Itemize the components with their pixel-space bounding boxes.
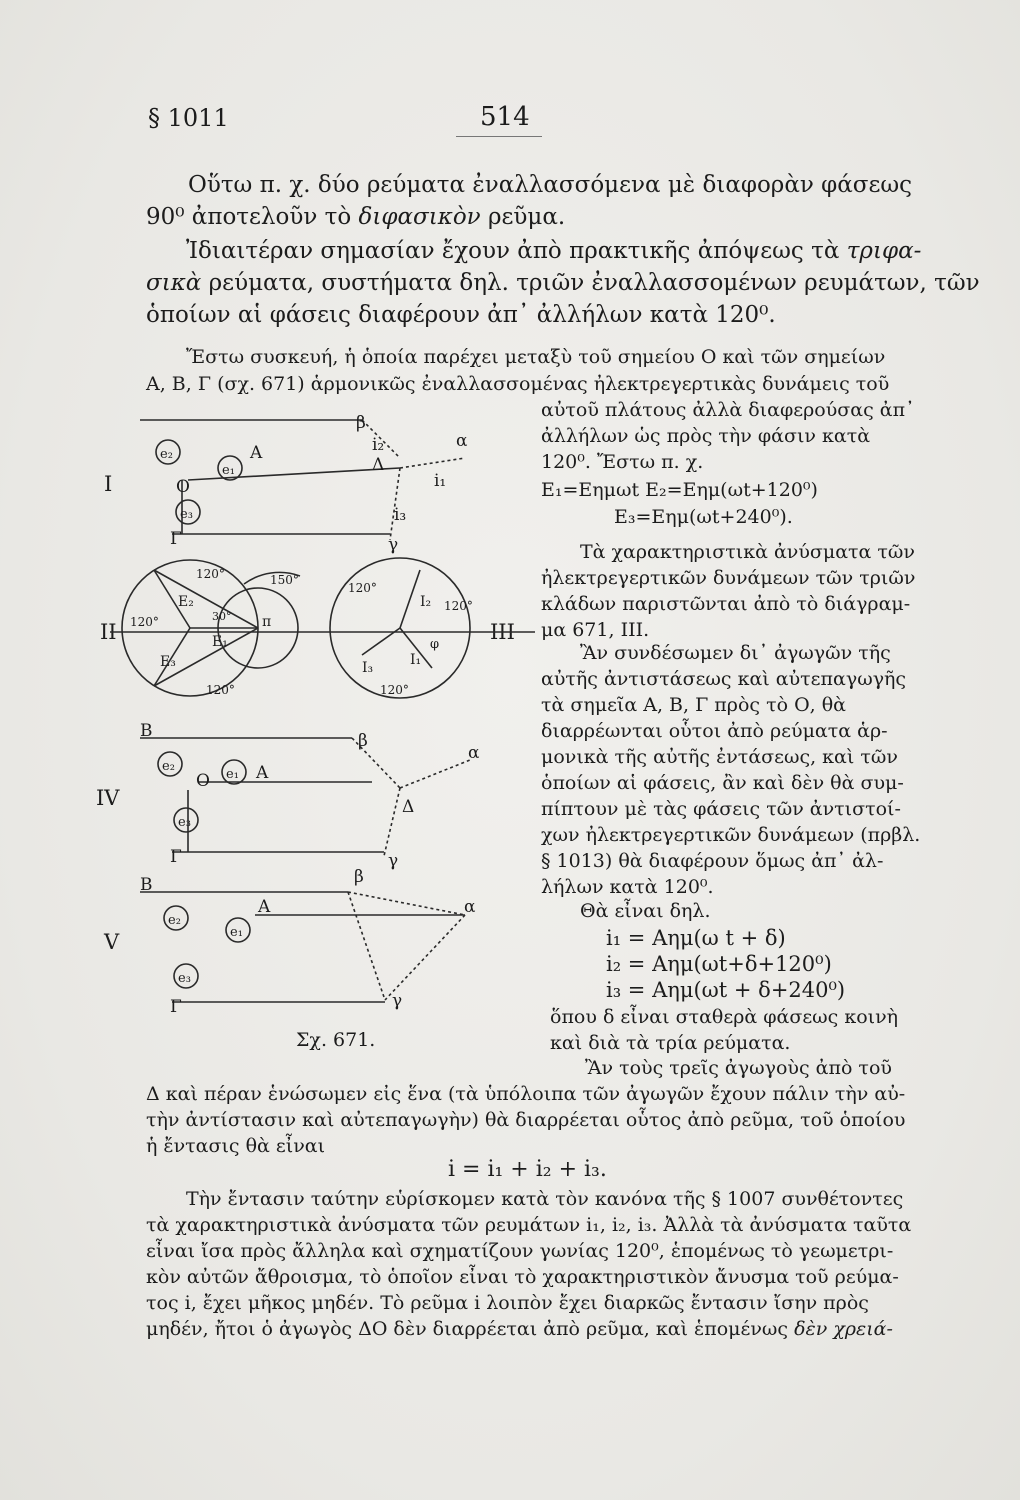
figure-caption: Σχ. 671. — [296, 1029, 376, 1051]
text-line: λήλων κατὰ 120⁰. — [541, 876, 714, 898]
phasor-circle-III — [330, 558, 470, 698]
label-O: O — [196, 771, 210, 791]
text-line: Τὰ χαρακτηριστικὰ ἀνύσματα τῶν — [580, 541, 915, 563]
source-e3 — [174, 964, 198, 988]
label-e3: e₃ — [180, 507, 193, 522]
text-line: τὰ σημεῖα Α, Β, Γ πρὸς τὸ Ο, θὰ — [541, 694, 847, 716]
text-line: αὐτοῦ πλάτους ἀλλὰ διαφερούσας ἀπ᾽ — [541, 399, 915, 421]
figure-label-III: III — [490, 620, 515, 644]
label-A: A — [258, 897, 271, 917]
text-span: ρεῦμα. — [480, 204, 566, 230]
source-e2 — [156, 440, 180, 464]
label-i3: i₃ — [394, 505, 407, 525]
italic-term: δὲν χρειά- — [794, 1318, 893, 1340]
arc-150 — [244, 572, 300, 584]
text-line: ἠλεκτρεγερτικῶν δυνάμεων τῶν τριῶν — [541, 567, 916, 589]
label-e1: e₁ — [226, 767, 239, 782]
label-beta: β — [356, 413, 366, 433]
text-span: ρεύματα, συστήματα δηλ. τριῶν ἐναλλασσομένων ρευμάτων, τῶν — [201, 270, 980, 296]
header-rule — [456, 136, 542, 137]
text-line: ἀλλήλων ὡς πρὸς τὴν φάσιν κατὰ — [541, 425, 871, 447]
text-line — [146, 204, 565, 230]
source-e1 — [226, 918, 250, 942]
text-line: Ἂν συνδέσωμεν δι᾽ ἀγωγῶν τῆς — [580, 642, 891, 664]
text-span: μηδέν, ἤτοι ὁ ἀγωγὸς ΔΟ δὲν διαρρέεται ἀπὸ ρεῦμα, καὶ ἑπομένως — [146, 1318, 795, 1340]
label-phi: φ — [430, 637, 440, 652]
load-alpha — [400, 760, 470, 788]
load-alpha — [400, 458, 465, 468]
text-span: 90⁰ ἀποτελοῦν τὸ — [146, 204, 359, 230]
label-gamma: γ — [388, 535, 399, 555]
text-line: § 1013) θὰ διαφέρουν ὅμως ἀπ᾽ ἀλ- — [541, 850, 884, 872]
label-Delta: Δ — [372, 455, 385, 475]
vector-line — [154, 628, 258, 686]
label-E2: E₂ — [178, 594, 194, 610]
load-beta-alpha — [348, 892, 465, 915]
phasor-circle-II — [122, 560, 258, 696]
text-line: Τὴν ἔντασιν ταύτην εὑρίσκομεν κατὰ τὸν κανόνα τῆς § 1007 συνθέτοντες — [186, 1188, 904, 1210]
label-Gamma: Γ — [170, 529, 182, 549]
label-I1: I₁ — [410, 652, 422, 668]
source-e1 — [218, 456, 242, 480]
text-line: τος i, ἔχει μῆκος μηδέν. Τὸ ρεῦμα i λοιπὸν ἔχει διαρκῶς ἔντασιν ἴσην πρὸς — [146, 1292, 869, 1314]
text-line: 120⁰. Ἔστω π. χ. — [541, 451, 704, 473]
label-angle-150: 150° — [270, 573, 299, 587]
italic-term: τριφα- — [846, 238, 922, 264]
source-e2 — [158, 752, 182, 776]
text-line: πίπτουν μὲ τὰς φάσεις τῶν ἀντιστοί- — [541, 798, 901, 820]
label-alpha: α — [468, 743, 480, 763]
text-line: Δ καὶ πέραν ἑνώσωμεν εἰς ἕνα (τὰ ὑπόλοιπα τῶν ἀγωγῶν ἔχουν πάλιν τὴν αὐ- — [146, 1083, 906, 1105]
source-e3 — [176, 500, 200, 524]
italic-term: σικὰ — [146, 270, 202, 296]
label-alpha: α — [464, 897, 476, 917]
text-line: ἡ ἔντασις θὰ εἶναι — [146, 1135, 326, 1157]
label-e3: e₃ — [178, 971, 191, 986]
label-E1: E₁ — [212, 634, 228, 650]
source-e2 — [164, 906, 188, 930]
formula-i2: i₂ = Aημ(ωt+δ+120⁰) — [606, 952, 832, 976]
italic-term: διφασικὸν — [358, 204, 481, 230]
text-line: Α, Β, Γ (σχ. 671) ἁρμονικῶς ἐναλλασσομένας ἠλεκτρεγερτικὰς δυνάμεις τοῦ — [146, 373, 890, 395]
text-line: Θὰ εἶναι δηλ. — [580, 900, 711, 922]
text-line: διαρρέωνται οὗτοι ἀπὸ ρεύματα ἁρ- — [541, 720, 888, 742]
label-e1: e₁ — [230, 925, 243, 940]
vector-I1 — [400, 628, 432, 668]
text-line: κλάδων παριστῶνται ἀπὸ τὸ διάγραμ- — [541, 593, 911, 615]
page-number: 514 — [480, 102, 530, 132]
vector-E3 — [154, 628, 190, 686]
label-alpha: α — [456, 431, 468, 451]
vector-I3 — [362, 628, 400, 655]
text-line: ὁποίων αἱ φάσεις, ἂν καὶ δὲν θὰ συμ- — [541, 772, 904, 794]
label-pi: π — [262, 614, 272, 630]
source-e3 — [174, 808, 198, 832]
equation-line: E₃=Eημ(ωt+240⁰). — [614, 506, 793, 528]
text-line: αὐτῆς ἀντιστάσεως καὶ αὐτεπαγωγῆς — [541, 668, 907, 690]
text-line — [146, 1318, 893, 1340]
label-A: A — [256, 763, 269, 783]
label-Delta: Δ — [402, 797, 415, 817]
label-A: A — [250, 443, 263, 463]
label-i2: i₂ — [372, 435, 385, 455]
formula-i3: i₃ = Aημ(ωt + δ+240⁰) — [606, 978, 846, 1002]
load-gamma — [384, 788, 400, 856]
figure-label-I: I — [104, 472, 113, 496]
wire-A — [188, 468, 400, 480]
label-angle-120: 120° — [196, 567, 225, 581]
label-beta: β — [358, 731, 368, 751]
figure-label-II: II — [100, 620, 117, 644]
label-E3: E₃ — [160, 654, 176, 670]
vector-E2 — [154, 570, 190, 628]
label-beta: β — [354, 867, 364, 887]
label-Gamma: Γ — [170, 997, 182, 1017]
text-line: χων ἠλεκτρεγερτικῶν δυνάμεων (πρβλ. — [541, 824, 921, 846]
label-gamma: γ — [392, 991, 403, 1011]
load-beta-gamma — [348, 892, 385, 1000]
text-line: εἶναι ἴσα πρὸς ἄλληλα καὶ σχηματίζουν γωνίας 120⁰, ἑπομένως τὸ γεωμετρι- — [146, 1240, 894, 1262]
text-line: καὶ διὰ τὰ τρία ρεύματα. — [550, 1032, 791, 1054]
load-gamma — [390, 468, 400, 540]
label-e3: e₃ — [178, 815, 191, 830]
label-angle-120: 120° — [348, 581, 377, 595]
text-line: Οὕτω π. χ. δύο ρεύματα ἐναλλασσόμενα μὲ διαφορὰν φάσεως — [188, 172, 913, 198]
equation-line: E₁=Eημωt E₂=Eημ(ωt+120⁰) — [541, 479, 818, 501]
label-angle-120: 120° — [380, 683, 409, 697]
label-angle-120: 120° — [444, 599, 473, 613]
vector-line — [154, 570, 258, 628]
text-span: Ἰδιαιτέραν σημασίαν ἔχουν ἀπὸ πρακτικῆς ἀπόψεως τὰ — [186, 238, 847, 264]
source-e1 — [222, 760, 246, 784]
text-line: Ἂν τοὺς τρεῖς ἀγωγοὺς ἀπὸ τοῦ — [585, 1057, 892, 1079]
text-line: μα 671, ΙΙΙ. — [541, 619, 650, 641]
vector-I2 — [400, 570, 420, 628]
text-line: μονικὰ τῆς αὐτῆς ἐντάσεως, καὶ τῶν — [541, 746, 898, 768]
figure-label-V: V — [104, 930, 120, 954]
label-I3: I₃ — [362, 660, 374, 676]
label-e2: e₂ — [162, 759, 175, 774]
label-I2: I₂ — [420, 594, 432, 610]
label-B: B — [140, 875, 153, 895]
section-number: § 1011 — [148, 104, 229, 132]
label-e2: e₂ — [168, 913, 181, 928]
text-line: τὴν ἀντίστασιν καὶ αὐτεπαγωγὴν) θὰ διαρρέεται οὗτος ἀπὸ ρεῦμα, τοῦ ὁποίου — [146, 1109, 906, 1131]
text-line: τὰ χαρακτηριστικὰ ἀνύσματα τῶν ρευμάτων i₁, i₂, i₃. Ἀλλὰ τὰ ἀνύσματα ταῦτα — [146, 1214, 912, 1236]
load-beta — [362, 420, 400, 458]
aux-circle — [218, 588, 298, 668]
label-e2: e₂ — [160, 447, 173, 462]
text-line — [146, 270, 980, 296]
text-line: κὸν αὐτῶν ἄθροισμα, τὸ ὁποῖον εἶναι τὸ χαρακτηριστικὸν ἄνυσμα τοῦ ρεύμα- — [146, 1266, 899, 1288]
text-line: ὅπου δ εἶναι σταθερὰ φάσεως κοινὴ — [550, 1006, 899, 1028]
label-i1: i₁ — [434, 471, 447, 491]
label-angle-120: 120° — [130, 615, 159, 629]
load-alpha-gamma — [385, 915, 465, 1000]
label-angle-120: 120° — [206, 683, 235, 697]
label-B: B — [140, 721, 153, 741]
load-beta — [352, 738, 400, 788]
text-line: Ἔστω συσκευή, ἡ ὁποία παρέχει μεταξὺ τοῦ σημείου Ο καὶ τῶν σημείων — [186, 346, 886, 368]
figure-label-IV: IV — [96, 786, 120, 810]
label-angle-30: 30° — [212, 610, 232, 623]
text-line: ὁποίων αἱ φάσεις διαφέρουν ἀπ᾽ ἀλλήλων κατὰ 120⁰. — [146, 302, 776, 328]
sum-formula: i = i₁ + i₂ + i₃. — [448, 1157, 607, 1182]
label-Gamma: Γ — [170, 847, 182, 867]
label-O: O — [176, 477, 190, 497]
label-gamma: γ — [388, 851, 399, 871]
formula-i1: i₁ = Aημ(ω t + δ) — [606, 926, 786, 950]
label-e1: e₁ — [222, 463, 235, 478]
text-line — [186, 238, 921, 264]
